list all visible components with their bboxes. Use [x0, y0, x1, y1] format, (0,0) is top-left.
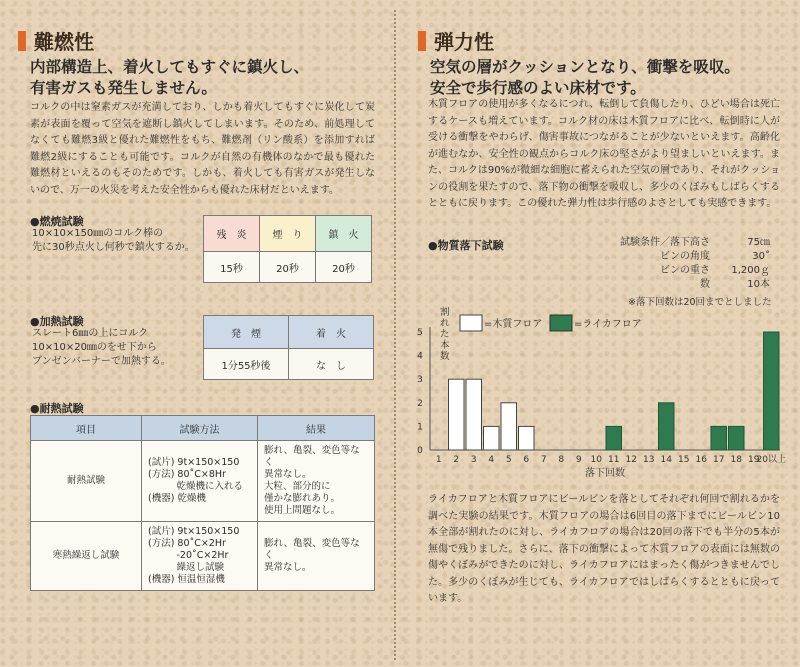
bar-wood-floor [519, 426, 535, 450]
x-tick-label: 12 [625, 455, 637, 465]
condition-value: 30˚ [752, 251, 770, 262]
left-column [0, 0, 390, 667]
condition-value: 10本 [747, 279, 770, 290]
drop-test-title: ●物質落下試験 [428, 239, 504, 252]
lead-line: 有害ガスも発生しません。 [30, 78, 217, 97]
lead-line: 内部構造上、着火してもすぐに鎮火し、 [30, 57, 310, 76]
drop-test-paragraph: ライカフロアと木質フロアにビールビンを落としてそれぞれ何回で割れるかを調べた実験の結果です。木質フロアの場合は6回目の落下までにビールビン10本全部が割れたのに対し、ライカフロアの場合は20回の落下でも半分の5本が無傷で残りました。さらに、落下の衝撃によって木質フロアの表面には無数の傷やくぼみができたのに対し、ライカフロアにはまったく傷がつきませんでした。多少のくぼみが生じても、ライカフロアではしばらくするとともに戻っています。 [428, 494, 780, 604]
chart-axes [430, 327, 780, 450]
condition-label: 数 [700, 279, 710, 290]
resist-test-table [30, 415, 375, 591]
y-axis-label [440, 306, 450, 362]
test-conditions [610, 236, 770, 292]
x-tick-label: 8 [558, 455, 565, 465]
y-label-char: 割 [440, 307, 450, 318]
lead-line: 空気の層がクッションとなり、衝撃を吸収。 [430, 57, 740, 76]
method-line: 乾燥機に入れる [148, 481, 244, 492]
method-line: (方法) 80˚C×2Hr [148, 538, 226, 549]
resist-test-title: ●耐熱試験 [30, 402, 84, 415]
method-line: (機器) 乾燥機 [148, 493, 206, 504]
result-line: 異常なし。 [264, 562, 312, 573]
x-tick-label: 13 [643, 455, 655, 465]
desc-line: 先に30秒点火し何秒で鎮火するか。 [32, 242, 195, 253]
bar-raika-floor [764, 332, 780, 450]
y-label-char: れ [440, 318, 450, 329]
bar-wood-floor [501, 403, 517, 450]
condition-row [610, 264, 770, 278]
desc-line: 10×10×20㎜のをせ下から [32, 342, 157, 353]
result-line: 膨れ、亀裂、変色等なく [264, 445, 360, 468]
elasticity-paragraph: 木質フロアの使用が多くなるにつれ、転倒して負傷したり、ひどい場合は死亡するケースも増えています。コルク材の床は木質フロアに比べ、転倒時に人が受ける衝撃をやわらげ、傷害事故につながることが少ないといえます。高齢化が進むなか、安全性の観点からコルク床の堅さがより望ましいといえます。また、コルクは90%が微細な細胞に蓄えられた空気の層であり、それがクッションの役割を果たすので、落下物の衝撃を吸収し、多少のくぼみもしばらくするとともに戻ります。この優れた弾力性は歩行感のよさとしても実感できます。 [428, 99, 780, 209]
row-method [142, 522, 258, 591]
x-tick-label: 7 [540, 455, 547, 465]
x-tick-label: 10 [590, 455, 602, 465]
right-column [400, 0, 800, 667]
column-divider [394, 10, 396, 660]
drop-test-chart [410, 305, 790, 480]
method-line: (試片) 9t×150×150 [148, 526, 240, 537]
method-line: (試片) 9t×150×150 [148, 457, 240, 468]
elasticity-heading [418, 26, 494, 55]
chart-legend [460, 315, 642, 331]
bar-wood-floor [449, 379, 465, 450]
desc-line: ブンゼンバーナーで加熱する。 [32, 356, 171, 367]
condition-value: 75㎝ [747, 237, 770, 248]
row-item: 耐熱試験 [31, 441, 142, 522]
method-line: (方法) 80˚C×8Hr [148, 469, 226, 480]
y-label-char: 本 [440, 340, 450, 351]
header-method: 試験方法 [142, 416, 258, 441]
x-tick-label: 20以上 [756, 455, 786, 465]
x-tick-label: 9 [575, 455, 582, 465]
bar-raika-floor [606, 426, 622, 450]
x-tick-label: 16 [695, 455, 707, 465]
x-tick-label: 18 [730, 455, 742, 465]
elasticity-lead [430, 56, 790, 98]
legend-raika-swatch [550, 315, 572, 331]
x-tick-label: 6 [523, 455, 530, 465]
x-tick-label: 3 [470, 455, 477, 465]
flame-lead [30, 56, 370, 98]
header-result: 結果 [258, 416, 375, 441]
bar-raika-floor [659, 403, 675, 450]
heading-accent-bar [18, 31, 26, 51]
heat-test-desc [32, 327, 212, 369]
heat-test-title: ●加熱試験 [30, 315, 84, 328]
result-line: 膨れ、亀裂、変色等なく [264, 538, 360, 561]
x-tick-label: 14 [660, 455, 672, 465]
y-tick-label: 2 [417, 398, 423, 409]
y-tick-label: 1 [417, 422, 423, 433]
bar-raika-floor [729, 426, 745, 450]
value-ignition: な し [289, 349, 374, 380]
legend-wood-swatch [460, 315, 482, 331]
burn-test-table [203, 215, 372, 283]
chart-bars [449, 332, 780, 450]
condition-label: 試験条件／落下高さ [620, 237, 710, 248]
desc-line: スレート6㎜の上にコルク [32, 328, 149, 339]
row-result [258, 522, 375, 591]
x-tick-label: 5 [505, 455, 512, 465]
heading-text: 難燃性 [34, 30, 94, 54]
value-residual-flame: 15秒 [204, 252, 260, 283]
x-tick-label: 15 [678, 455, 690, 465]
x-tick-label: 1 [435, 455, 442, 465]
condition-label: ビンの角度 [660, 251, 710, 262]
value-extinguish: 20秒 [316, 252, 372, 283]
x-tick-label: 11 [608, 455, 620, 465]
condition-value: 1,200ｇ [731, 265, 770, 276]
y-tick-label: 0 [417, 446, 423, 456]
header-ignition: 着 火 [289, 316, 374, 349]
burn-test-title: ●燃焼試験 [30, 215, 84, 228]
x-tick-label: 4 [488, 455, 495, 465]
burn-test-desc [32, 227, 212, 255]
y-label-char: 数 [440, 351, 450, 362]
bar-wood-floor [484, 426, 500, 450]
flame-paragraph: コルクの中は窒素ガスが充満しており、しかも着火してもすぐに炭化して炭素が表面を覆って空気を遮断し鎮火してしまいます。そのため、前処理してなくても難燃3級と優れた難燃性をもち、難燃剤（リン酸系）を添加すれば難燃2級にすることも可能です。コルクが自然の有機体のなかで最も優れた難燃材といえるのもそのためです。しかも、着火しても有害ガスが発生しないので、万一の火災を考えた安全性からも優れた床材だといえます。 [30, 102, 375, 196]
heat-test-table [203, 315, 374, 380]
value-smoke-emission: 1分55秒後 [204, 349, 289, 380]
condition-row [610, 236, 770, 250]
y-label-char: た [440, 329, 450, 340]
header-smoke: 煙 り [260, 216, 316, 252]
header-residual-flame: 残 炎 [204, 216, 260, 252]
x-tick-label: 17 [713, 455, 725, 465]
condition-row [610, 278, 770, 292]
result-line: 異常なし。 [264, 469, 312, 480]
lead-line: 安全で歩行感のよい床材です。 [430, 78, 646, 97]
y-tick-label: 5 [417, 328, 423, 338]
method-line: -20˚C×2Hr [148, 550, 229, 561]
result-line: 大粒、部分的に [264, 481, 331, 492]
drop-count-note: ※落下回数は20回までとしました [628, 297, 772, 308]
header-smoke-emission: 発 煙 [204, 316, 289, 349]
condition-label: ビンの重さ [660, 265, 710, 276]
result-line: 使用上問題なし。 [264, 505, 341, 516]
row-method [142, 441, 258, 522]
legend-wood-label: =木質フロア [484, 319, 543, 330]
row-item: 寒熱繰返し試験 [31, 522, 142, 591]
legend-raika-label: =ライカフロア [574, 319, 642, 330]
heading-accent-bar [418, 31, 426, 51]
bar-raika-floor [711, 426, 727, 450]
condition-row [610, 250, 770, 264]
row-result [258, 441, 375, 522]
x-axis-label: 落下回数 [585, 468, 625, 479]
y-tick-label: 4 [417, 351, 423, 362]
x-tick-label: 19 [748, 455, 760, 465]
y-tick-label: 3 [417, 375, 423, 386]
x-tick-label: 2 [453, 455, 460, 465]
desc-line: 10×10×150㎜のコルク棒の [32, 228, 164, 239]
heading-text: 弾力性 [434, 30, 494, 54]
header-item: 項目 [31, 416, 142, 441]
bar-wood-floor [466, 379, 482, 450]
value-smoke: 20秒 [260, 252, 316, 283]
flame-retardant-heading [18, 26, 94, 55]
header-extinguish: 鎮 火 [316, 216, 372, 252]
method-line: (機器) 恒温恒湿機 [148, 574, 225, 585]
method-line: 繰返し試験 [148, 562, 225, 573]
result-line: 僅かな膨れあり。 [264, 493, 341, 504]
